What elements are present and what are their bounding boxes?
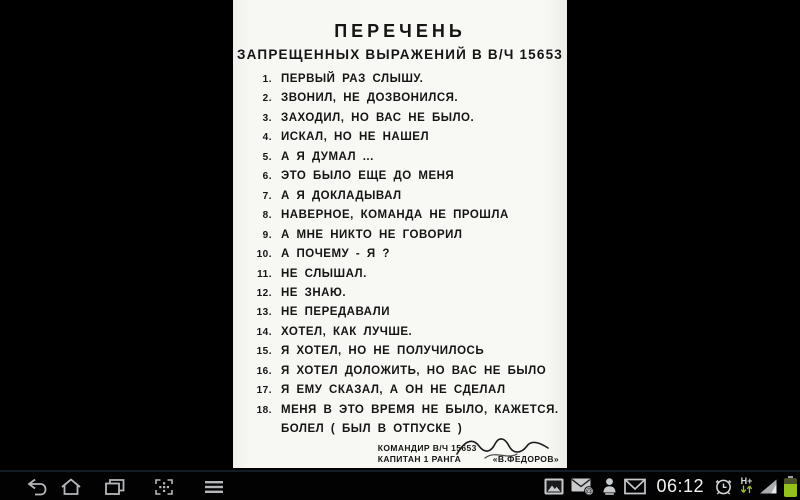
item-text: ХОТЕЛ, КАК ЛУЧШЕ. [281, 325, 413, 338]
mail-icon[interactable] [624, 478, 646, 495]
item-text: МЕНЯ В ЭТО ВРЕМЯ НЕ БЫЛО, КАЖЕТСЯ. БОЛЕЛ ( БЫЛ В ОТПУСКЕ ) [281, 403, 559, 436]
document-subtitle: ЗАПРЕЩЕННЫХ ВЫРАЖЕНИЙ В В/Ч 15653 [237, 47, 563, 62]
item-text: ЭТО БЫЛО ЕЩЕ ДО МЕНЯ [281, 170, 455, 183]
item-number: 11. [257, 268, 272, 280]
screenshot-button[interactable] [151, 475, 177, 499]
item-text: Я ХОТЕЛ ДОЛОЖИТЬ, НО ВАС НЕ БЫЛО [281, 364, 547, 377]
battery-icon [784, 476, 797, 497]
list-item [255, 362, 561, 381]
list-item [255, 265, 561, 284]
list-item [255, 89, 561, 108]
item-text: ЗВОНИЛ, НЕ ДОЗВОНИЛСЯ. [281, 92, 459, 105]
item-number: 8. [262, 210, 272, 222]
item-number: 4. [262, 132, 272, 144]
forbidden-phrases-list [255, 70, 561, 440]
signature-line2 [378, 454, 559, 465]
clock: 06:12 [656, 475, 704, 496]
svg-text:@: @ [585, 486, 594, 496]
item-text: А Я ДОКЛАДЫВАЛ [281, 189, 402, 202]
contact-icon[interactable] [602, 477, 617, 496]
item-number: 17. [256, 385, 272, 397]
signal-icon [760, 479, 777, 494]
item-text: ПЕРВЫЙ РАЗ СЛЫШУ. [281, 73, 424, 85]
list-item [255, 381, 561, 400]
alarm-icon [714, 477, 733, 496]
navigation-bar [0, 470, 800, 500]
list-item [255, 148, 561, 167]
screenshot-icon [153, 477, 175, 497]
mobile-network-icon: H+ [740, 478, 753, 494]
document-title: ПЕРЕЧЕНЬ [334, 21, 466, 41]
email-at-icon[interactable] [571, 477, 595, 496]
item-number: 13. [256, 307, 272, 319]
signature-block [378, 443, 559, 465]
back-icon [25, 477, 49, 497]
home-button[interactable] [58, 475, 84, 499]
item-number: 15. [256, 346, 272, 358]
menu-icon [203, 478, 225, 496]
list-item [255, 109, 561, 128]
item-text: А ПОЧЕМУ - Я ? [281, 248, 390, 261]
item-number: 1. [262, 74, 272, 85]
item-text: НЕ ПЕРЕДАВАЛИ [281, 306, 390, 319]
home-icon [59, 477, 83, 497]
signature-line1: КОМАНДИР В/Ч 15653 [377, 443, 477, 453]
list-item [255, 401, 561, 440]
list-item [255, 206, 561, 225]
item-text: НЕ СЛЫШАЛ. [281, 267, 367, 280]
item-text: ЗАХОДИЛ, НО ВАС НЕ БЫЛО. [281, 111, 475, 124]
item-number: 2. [262, 93, 272, 105]
item-text: А Я ДУМАЛ ... [281, 150, 374, 163]
list-item [255, 226, 561, 245]
item-number: 10. [256, 249, 272, 261]
item-text: НЕ ЗНАЮ. [281, 286, 347, 299]
list-item [255, 323, 561, 342]
item-text: НАВЕРНОЕ, КОМАНДА НЕ ПРОШЛА [281, 209, 509, 222]
list-item [255, 303, 561, 322]
signature-rank: КАПИТАН 1 РАНГА [377, 454, 462, 464]
item-text: Я ЕМУ СКАЗАЛ, А ОН НЕ СДЕЛАЛ [281, 384, 506, 397]
menu-button[interactable] [201, 475, 227, 499]
item-number: 3. [262, 112, 272, 124]
recent-apps-icon [103, 477, 127, 497]
item-number: 9. [262, 229, 272, 241]
item-text: Я ХОТЕЛ, НО НЕ ПОЛУЧИЛОСЬ [281, 345, 485, 358]
item-number: 14. [256, 326, 272, 338]
item-number: 16. [256, 365, 272, 377]
item-number: 5. [262, 151, 272, 163]
signature-name: «В.ФЕДОРОВ» [492, 454, 559, 464]
list-item [255, 167, 561, 186]
list-item [255, 245, 561, 264]
list-item [255, 128, 561, 147]
list-item [255, 284, 561, 303]
item-text: ИСКАЛ, НО НЕ НАШЕЛ [281, 131, 430, 144]
recent-apps-button[interactable] [102, 475, 128, 499]
item-number: 12. [256, 287, 272, 299]
list-item [255, 342, 561, 361]
document-page[interactable] [233, 0, 567, 468]
item-number: 6. [262, 171, 272, 183]
gallery-icon[interactable] [544, 478, 564, 495]
item-text: А МНЕ НИКТО НЕ ГОВОРИЛ [281, 228, 463, 241]
item-number: 18. [256, 404, 272, 416]
item-number: 7. [262, 190, 272, 202]
status-area[interactable] [544, 472, 797, 500]
list-item [255, 70, 561, 89]
back-button[interactable] [24, 475, 50, 499]
list-item [255, 187, 561, 206]
